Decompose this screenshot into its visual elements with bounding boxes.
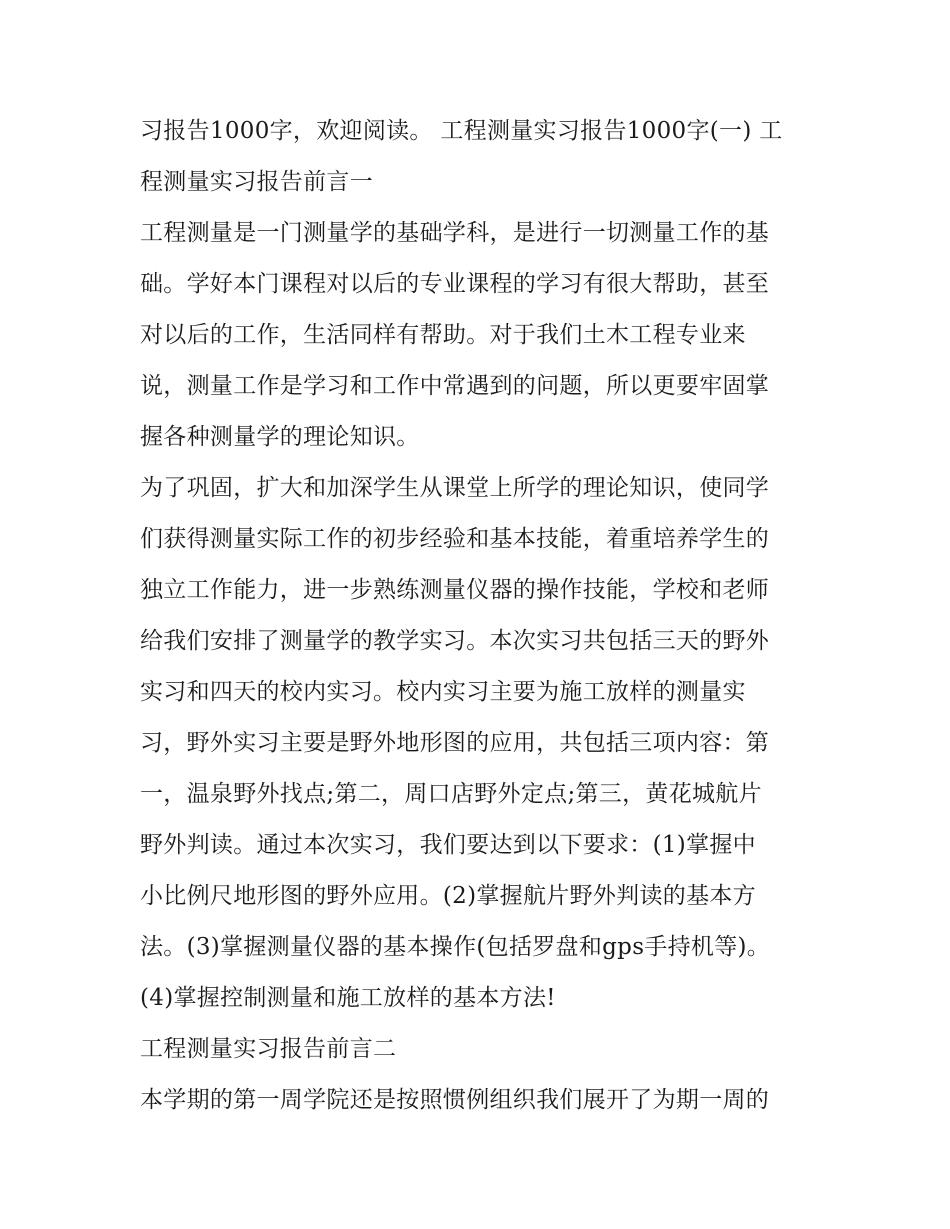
text-line: 习，野外实习主要是野外地形图的应用，共包括三项内容：第 bbox=[140, 730, 770, 756]
text-line: 工程测量是一门测量学的基础学科，是进行一切测量工作的基 bbox=[140, 220, 770, 246]
text-line: 给我们安排了测量学的教学实习。本次实习共包括三天的野外 bbox=[140, 628, 770, 654]
text-line: 习报告1000字，欢迎阅读。 工程测量实习报告1000字(一) 工 bbox=[140, 118, 783, 144]
document-body bbox=[140, 106, 820, 1126]
text-line: 础。学好本门课程对以后的专业课程的学习有很大帮助，甚至 bbox=[140, 271, 770, 297]
text-line: 小比例尺地形图的野外应用。(2)掌握航片野外判读的基本方 bbox=[140, 883, 756, 909]
text-line: 说，测量工作是学习和工作中常遇到的问题，所以更要牢固掌 bbox=[140, 373, 770, 399]
section-heading: 工程测量实习报告前言二 bbox=[140, 1036, 397, 1062]
text-line: 实习和四天的校内实习。校内实习主要为施工放样的测量实 bbox=[140, 679, 746, 705]
text-line: 为了巩固，扩大和加深学生从课堂上所学的理论知识，使同学 bbox=[140, 475, 770, 501]
text-line: 法。(3)掌握测量仪器的基本操作(包括罗盘和gps手持机等)。 bbox=[140, 934, 771, 960]
text-line: 们获得测量实际工作的初步经验和基本技能，着重培养学生的 bbox=[140, 526, 770, 552]
text-line: 对以后的工作，生活同样有帮助。对于我们土木工程专业来 bbox=[140, 322, 746, 348]
text-line: 野外判读。通过本次实习，我们要达到以下要求：(1)掌握中 bbox=[140, 832, 756, 858]
text-line: 一，温泉野外找点;第二，周口店野外定点;第三，黄花城航片 bbox=[140, 781, 762, 807]
text-line: (4)掌握控制测量和施工放样的基本方法! bbox=[140, 985, 556, 1011]
text-line: 本学期的第一周学院还是按照惯例组织我们展开了为期一周的 bbox=[140, 1087, 770, 1113]
text-line: 程测量实习报告前言一 bbox=[140, 169, 373, 195]
text-line: 独立工作能力，进一步熟练测量仪器的操作技能，学校和老师 bbox=[140, 577, 770, 603]
text-line: 握各种测量学的理论知识。 bbox=[140, 424, 420, 450]
